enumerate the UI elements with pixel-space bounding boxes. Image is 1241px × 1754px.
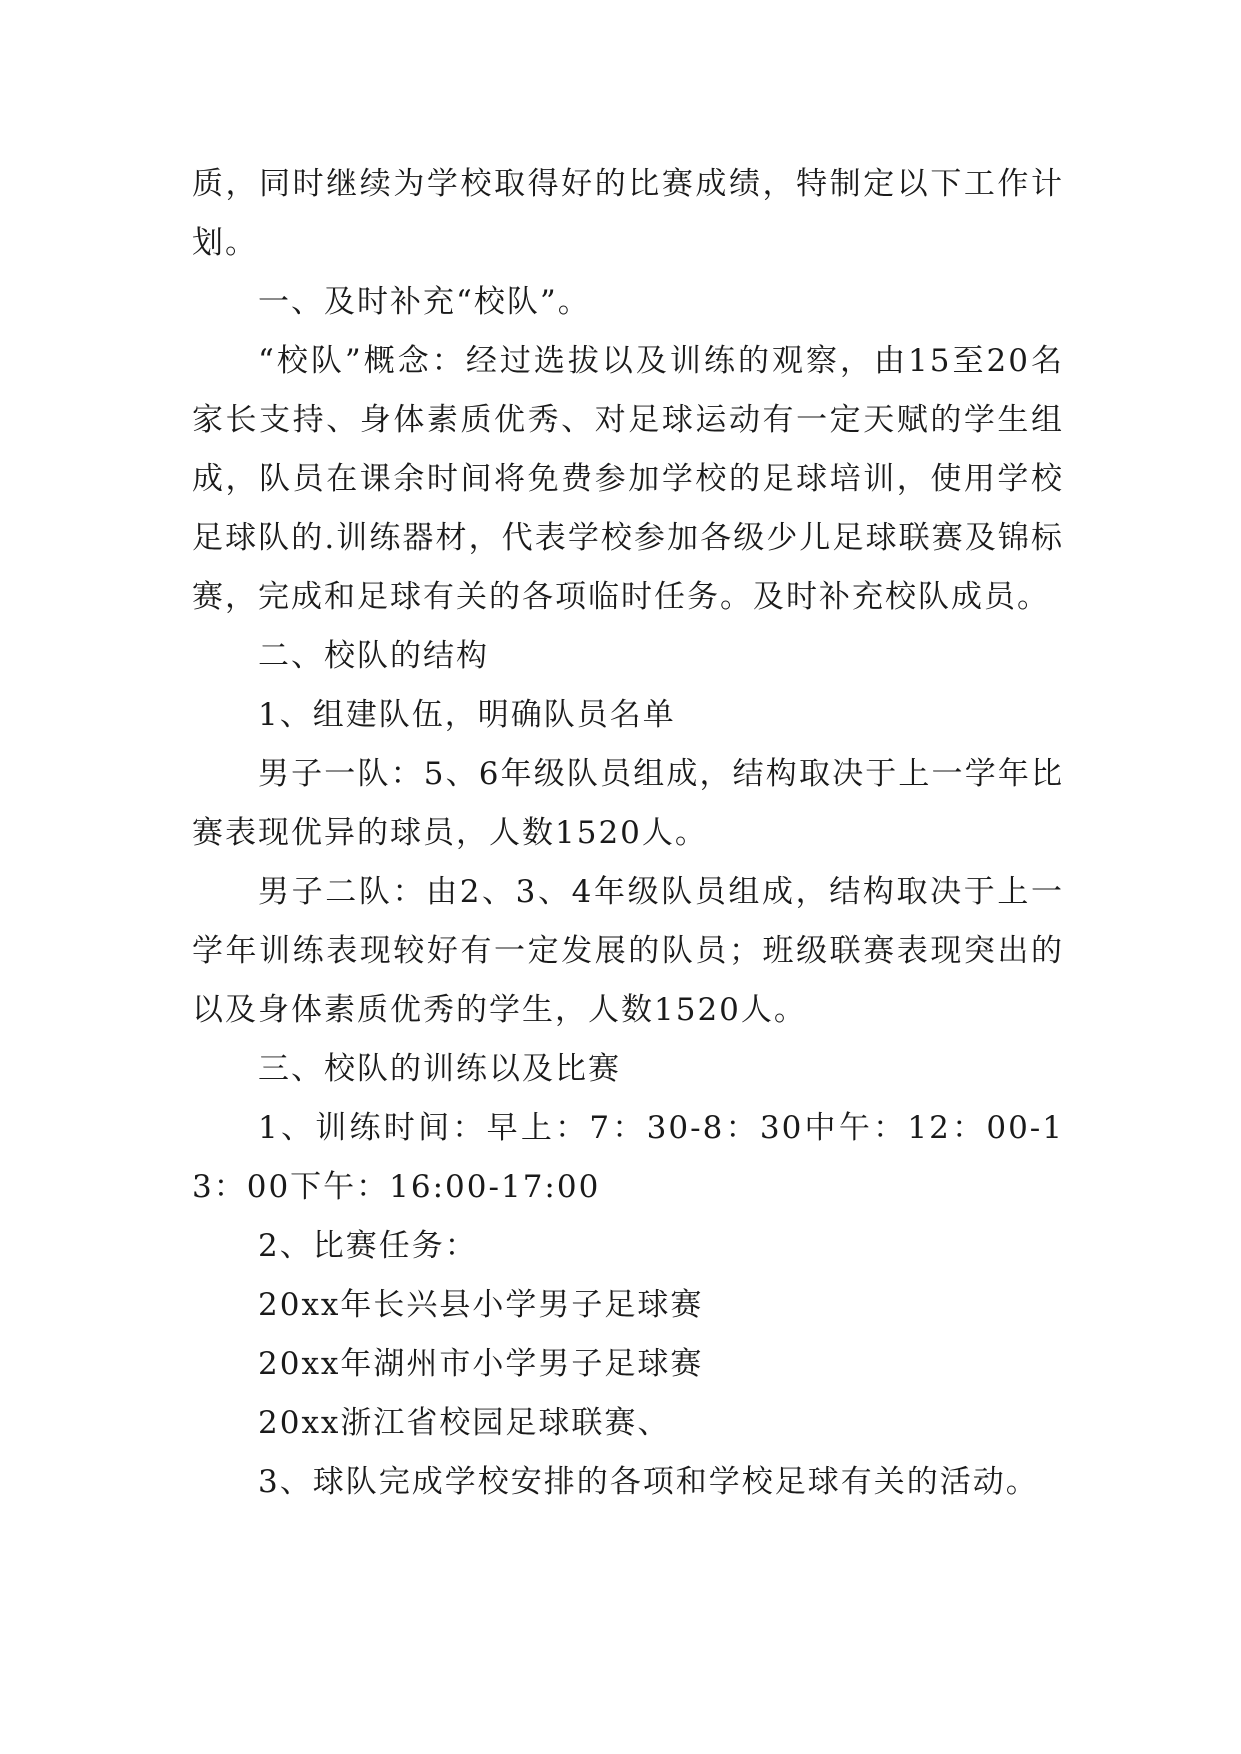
document-body — [192, 155, 1064, 1512]
list-item-match: 20xx浙江省校园足球联赛、 — [258, 1405, 671, 1441]
paragraph-team-concept: “校队”概念：经过选拔以及训练的观察，由15至20名家长支持、身体素质优秀、对足球运动有一定天赋的学生组成，队员在课余时间将免费参加学校的足球培训，使用学校足球队的.训练器材，代表学校参加各级少儿足球联赛及锦标赛，完成和足球有关的各项临时任务。及时补充校队成员。 — [192, 343, 1064, 615]
section-heading-3: 三、校队的训练以及比赛 — [258, 1051, 621, 1087]
subheading-match-tasks: 2、比赛任务： — [258, 1228, 478, 1264]
paragraph-boys-team-1: 男子一队：5、6年级队员组成，结构取决于上一学年比赛表现优异的球员，人数1520人。 — [192, 756, 1064, 851]
section-heading-1: 一、及时补充“校队”。 — [258, 284, 591, 320]
list-item-match: 20xx年长兴县小学男子足球赛 — [258, 1287, 704, 1323]
paragraph-other-activities: 3、球队完成学校安排的各项和学校足球有关的活动。 — [258, 1464, 1039, 1500]
list-item-match: 20xx年湖州市小学男子足球赛 — [258, 1346, 704, 1382]
paragraph-continuation: 质，同时继续为学校取得好的比赛成绩，特制定以下工作计划。 — [192, 166, 1064, 261]
subheading-build-team: 1、组建队伍，明确队员名单 — [258, 697, 676, 733]
section-heading-2: 二、校队的结构 — [258, 638, 489, 674]
paragraph-boys-team-2: 男子二队：由2、3、4年级队员组成，结构取决于上一学年训练表现较好有一定发展的队员；班级联赛表现突出的以及身体素质优秀的学生，人数1520人。 — [192, 874, 1064, 1028]
paragraph-training-time: 1、训练时间：早上：7：30-8：30中午：12：00-13：00下午：16:00-17:00 — [192, 1110, 1064, 1205]
